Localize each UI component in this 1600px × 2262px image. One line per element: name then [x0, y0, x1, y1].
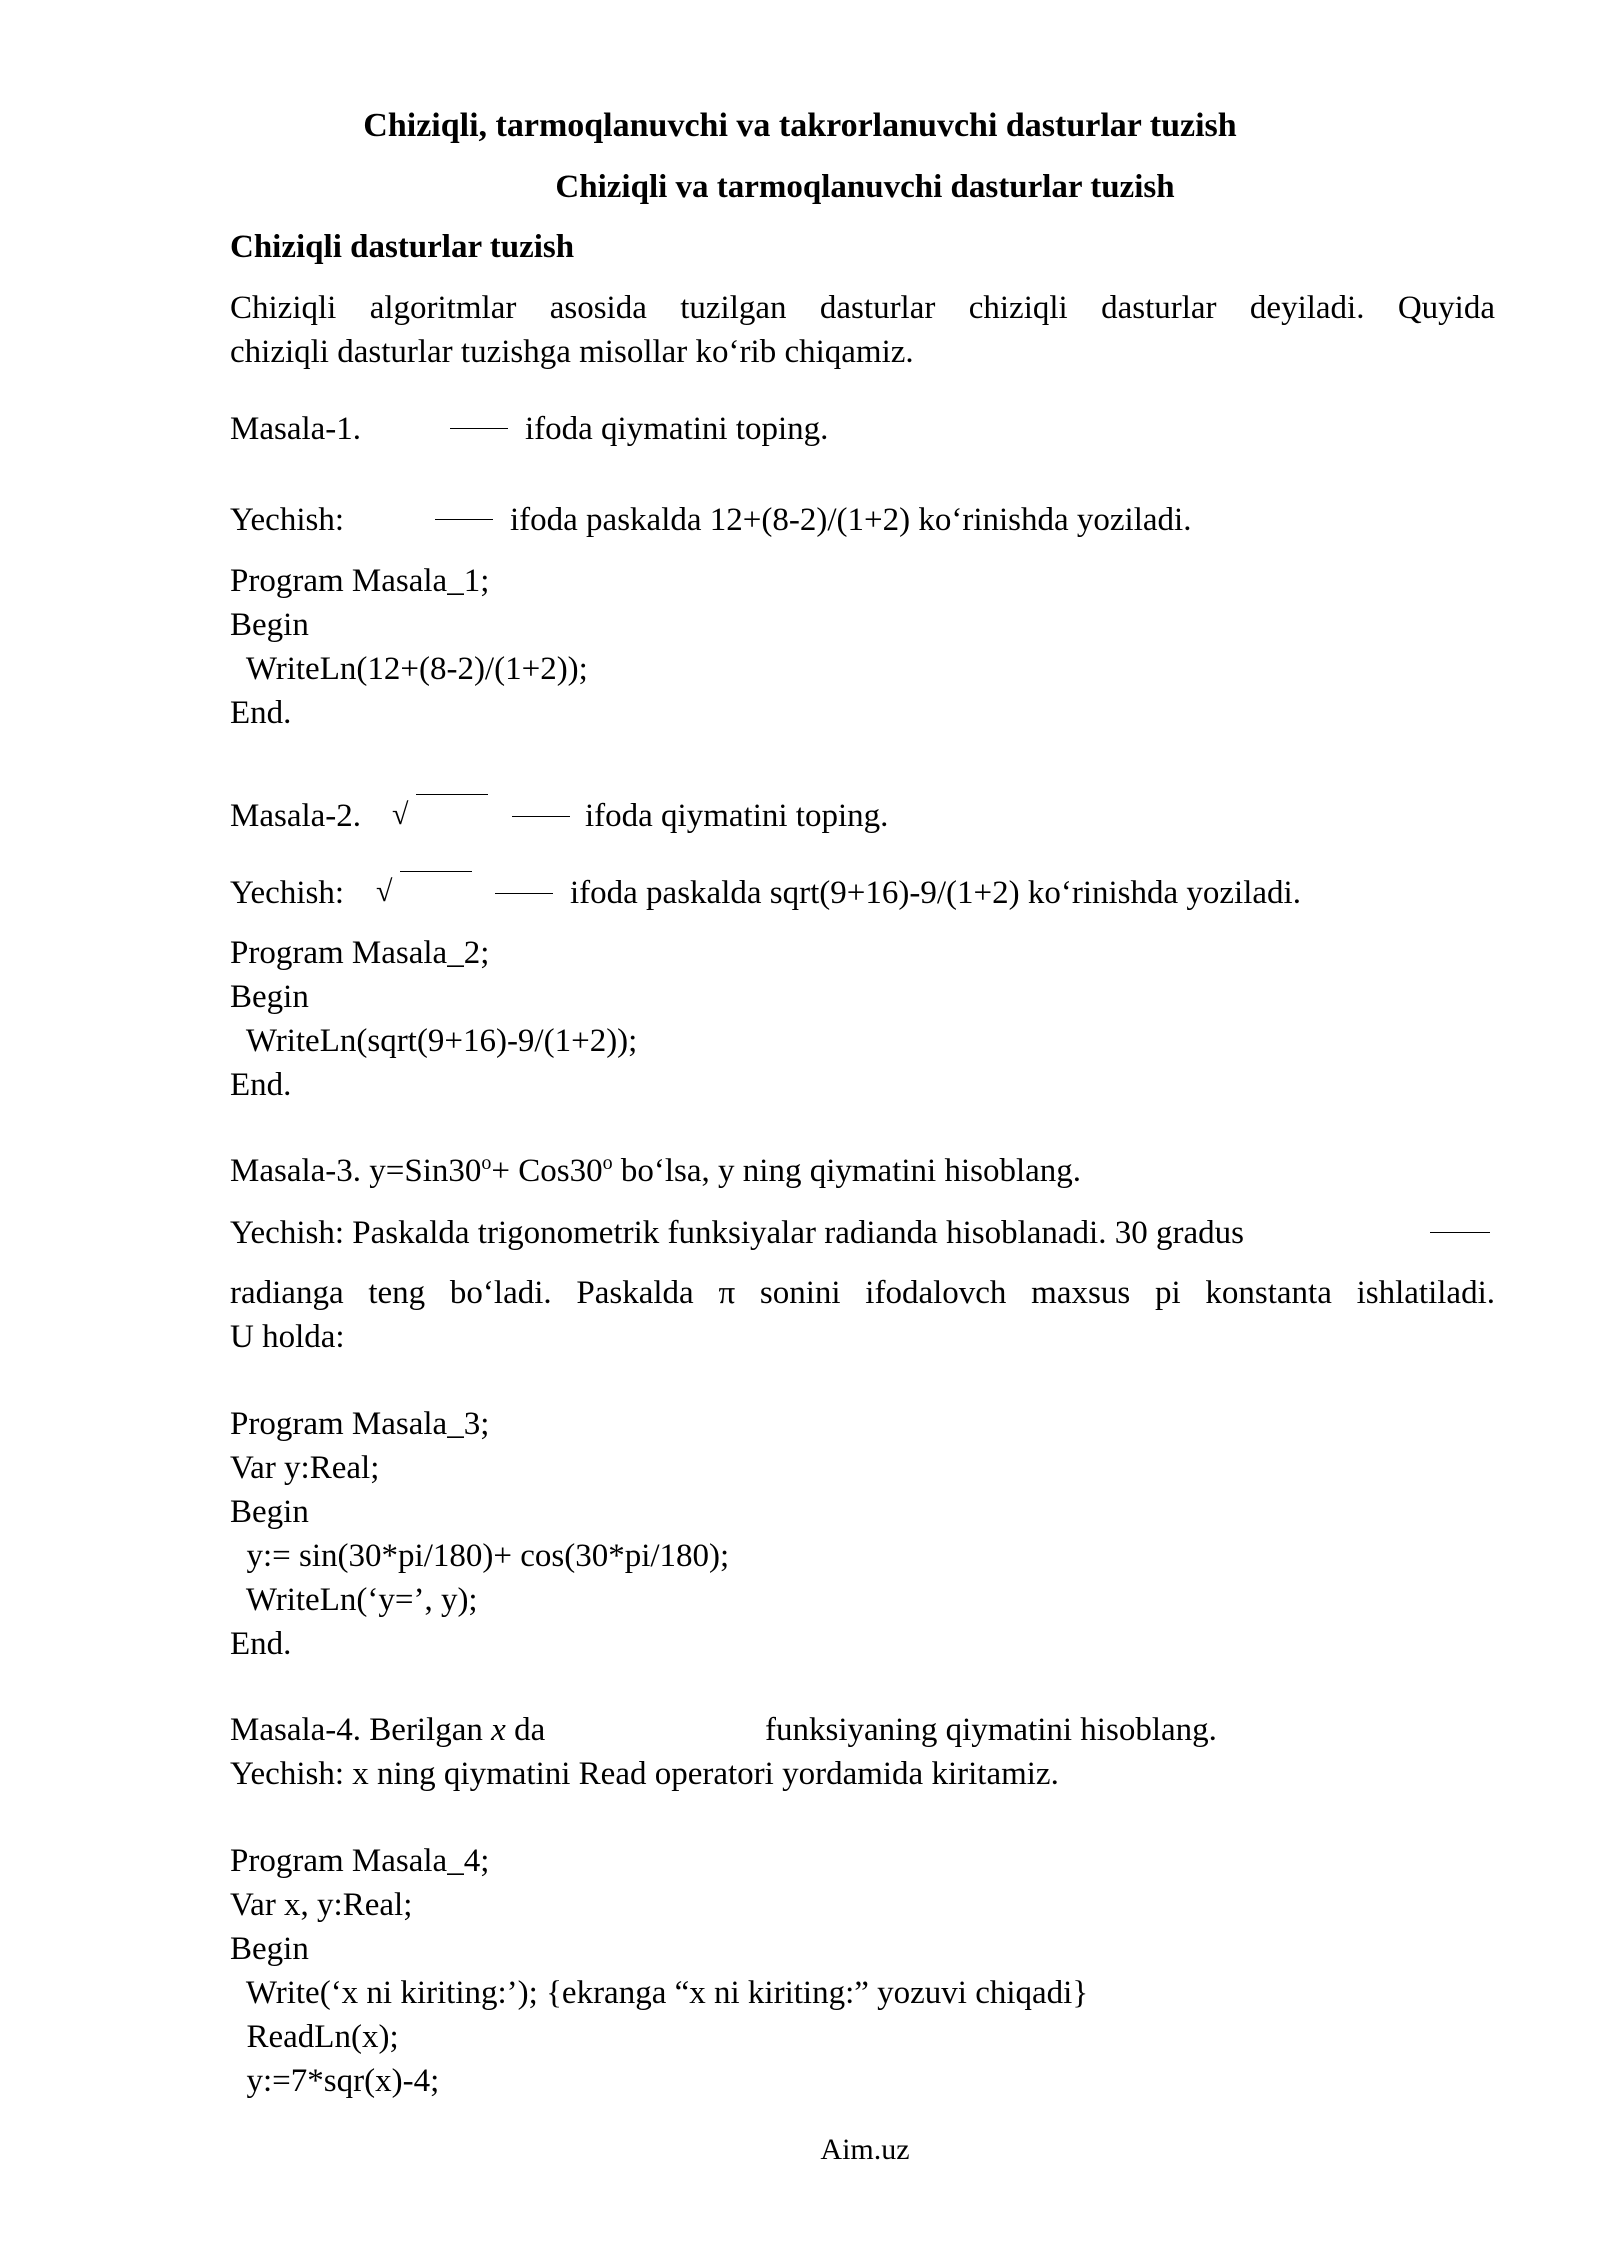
masala3-solution-line-3: U holda:	[230, 1319, 345, 1355]
masala4-statement	[230, 1708, 545, 1752]
masala4-statement-end: funksiyaning qiymatini hisoblang.	[765, 1712, 1217, 1748]
masala2-solution-text: ifoda paskalda sqrt(9+16)-9/(1+2) ko‘rinishda yoziladi.	[570, 875, 1301, 911]
intro-line-2: chiziqli dasturlar tuzishga misollar ko‘rib chiqamiz.	[230, 334, 914, 370]
masala1-label: Masala-1.	[230, 411, 362, 447]
masala4-variable-x: x	[491, 1712, 506, 1748]
masala3-solution-line-1: Yechish: Paskalda trigonometrik funksiyalar radianda hisoblanadi. 30 gradus	[230, 1215, 1244, 1251]
masala3-code-line-1: Program Masala_3;	[230, 1406, 490, 1442]
masala3-code-line-4: y:= sin(30*pi/180)+ cos(30*pi/180);	[230, 1538, 730, 1574]
masala3-code-line-3: Begin	[230, 1494, 309, 1530]
masala2-solution-radical-bar	[400, 871, 472, 872]
masala3-code-line-5: WriteLn(‘y=’, y);	[230, 1582, 478, 1618]
masala1-text: ifoda qiymatini toping.	[525, 411, 829, 447]
masala2-solution-radical-icon: √	[376, 875, 393, 908]
masala4-solution: Yechish: x ning qiymatini Read operatori yordamida kiritamiz.	[230, 1756, 1059, 1792]
masala3-degree-2: o	[602, 1152, 613, 1174]
masala4-code-line-1: Program Masala_4;	[230, 1843, 490, 1879]
masala2-text: ifoda qiymatini toping.	[585, 798, 889, 834]
masala3-text-a: Masala-3. y=Sin30	[230, 1153, 482, 1189]
masala3-degree-1: o	[481, 1152, 492, 1174]
masala4-code-line-2: Var x, y:Real;	[230, 1887, 413, 1923]
masala4-code-line-3: Begin	[230, 1931, 309, 1967]
masala4-code-line-6: y:=7*sqr(x)-4;	[230, 2063, 440, 2099]
masala2-radical-bar	[416, 794, 488, 795]
masala1-solution-label: Yechish:	[230, 502, 345, 538]
masala3-statement	[230, 1149, 1081, 1193]
masala4-text-a: Masala-4. Berilgan	[230, 1712, 492, 1748]
masala3-fraction-bar	[1430, 1232, 1490, 1233]
masala4-text-b: da	[505, 1712, 546, 1748]
masala4-code-line-5: ReadLn(x);	[230, 2019, 399, 2055]
masala2-label: Masala-2.	[230, 798, 362, 834]
masala2-code-line-2: Begin	[230, 979, 309, 1015]
masala1-solution-fraction-bar	[435, 519, 493, 520]
masala1-code-line-2: Begin	[230, 607, 309, 643]
masala4-code-line-4: Write(‘x ni kiriting:’); {ekranga “x ni kiriting:” yozuvi chiqadi}	[230, 1975, 1089, 2011]
masala1-solution-text: ifoda paskalda 12+(8-2)/(1+2) ko‘rinishda yoziladi.	[510, 502, 1192, 538]
masala2-fraction-bar	[512, 816, 570, 817]
masala3-solution-line-2: radianga teng bo‘ladi. Paskalda π sonini ifodalovch maxsus pi konstanta ishlatiladi.	[230, 1275, 1495, 1311]
masala2-code-line-4: End.	[230, 1067, 292, 1103]
section-heading: Chiziqli dasturlar tuzish	[230, 229, 575, 265]
masala2-solution-label: Yechish:	[230, 875, 345, 911]
masala1-code-line-3: WriteLn(12+(8-2)/(1+2));	[230, 651, 588, 687]
masala1-fraction-bar	[450, 428, 508, 429]
intro-line-1: Chiziqli algoritmlar asosida tuzilgan dasturlar chiziqli dasturlar deyiladi. Quyida	[230, 290, 1495, 326]
page-footer: Aim.uz	[820, 2133, 910, 2166]
masala3-code-line-6: End.	[230, 1626, 292, 1662]
masala2-code-line-1: Program Masala_2;	[230, 935, 490, 971]
masala3-text-c: bo‘lsa, y ning qiymatini hisoblang.	[612, 1153, 1082, 1189]
masala1-code-line-1: Program Masala_1;	[230, 563, 490, 599]
document-subtitle: Chiziqli va tarmoqlanuvchi dasturlar tuzish	[555, 169, 1175, 205]
masala3-code-line-2: Var y:Real;	[230, 1450, 380, 1486]
masala2-solution-fraction-bar	[495, 893, 553, 894]
masala1-code-line-4: End.	[230, 695, 292, 731]
masala3-text-b: + Cos30	[491, 1153, 603, 1189]
masala2-radical-icon: √	[392, 798, 409, 831]
masala2-code-line-3: WriteLn(sqrt(9+16)-9/(1+2));	[230, 1023, 638, 1059]
document-title: Chiziqli, tarmoqlanuvchi va takrorlanuvchi dasturlar tuzish	[363, 107, 1237, 144]
